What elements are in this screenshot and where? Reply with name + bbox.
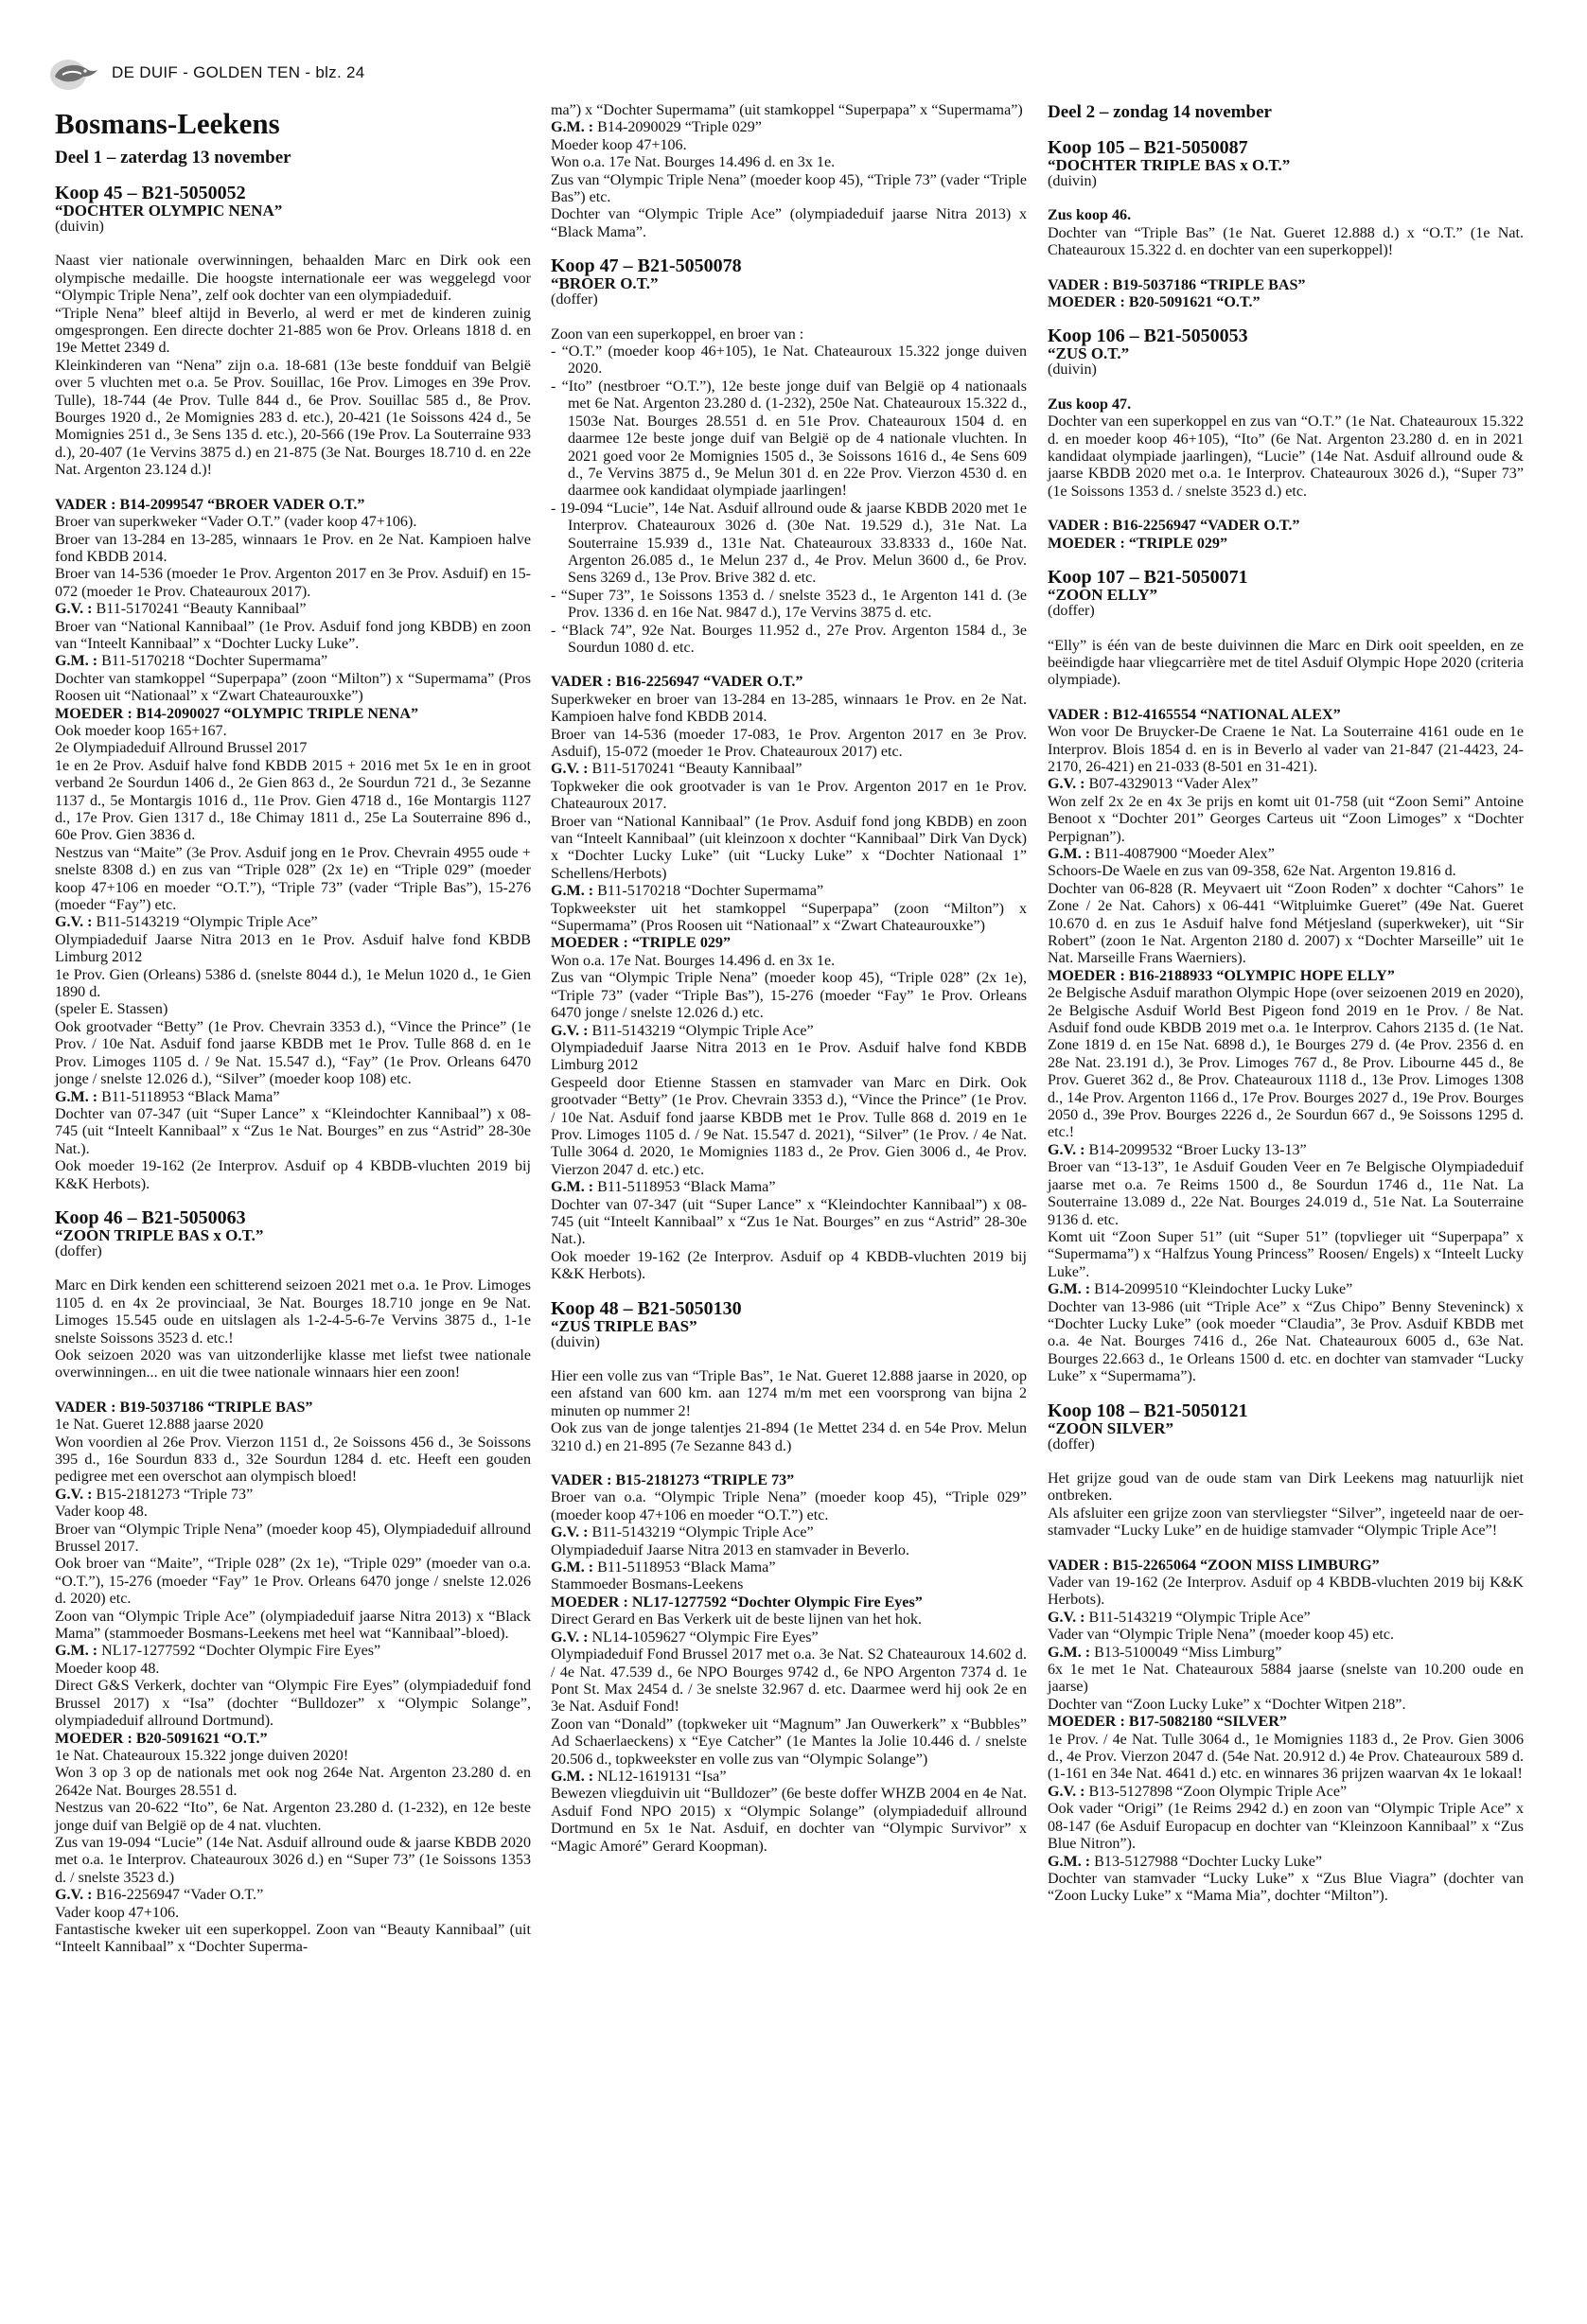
lot-sex: (duivin) xyxy=(551,1333,600,1350)
pedigree-line: Zus van “Olympic Triple Nena” (moeder koop 45), “Triple 028” (2x 1e), “Triple 73” (vader “Triple Bas”), 15-276 (moeder “Fay” 1e Prov. Orleans 6470 jonge / snelste 12.026 d.) etc. xyxy=(551,970,1027,1022)
pedigree-line: Olympiadeduif Jaarse Nitra 2013 en stamvader in Beverlo. xyxy=(551,1541,909,1558)
pedigree-line: 2e Olympiadeduif Allround Brussel 2017 xyxy=(55,740,308,757)
lot-paragraph: Naast vier nationale overwinningen, behaalden Marc en Dirk ook een olympische medaille. Die hoogste internationale eer was weggelegd voor “Olympic Triple Nena”, zelf ook dochter van een olympiadeduif. xyxy=(55,253,531,305)
gv-line: G.V. : B07-4329013 “Vader Alex” xyxy=(1048,776,1259,793)
lot-number: Koop 47 – B21-5050078 xyxy=(551,255,742,277)
lot-paragraph: Hier een volle zus van “Triple Bas”, 1e Nat. Gueret 12.888 jaarse in 2020, op een afstand van 600 km. aan 1274 m/m met een voorsprong van bijna 2 minuten op nummer 2! xyxy=(551,1368,1027,1419)
list-item: - “Black 74”, 92e Nat. Bourges 11.952 d., 27e Prov. Argenton 1584 d., 3e Sourdun 1080 d. etc. xyxy=(551,622,1027,656)
pedigree-line: Broer van “National Kannibaal” (1e Prov. Asduif fond jong KBDB) en zoon van “Inteelt Kannibaal” x “Dochter Lucky Luke”. xyxy=(55,618,531,652)
lot-number: Koop 48 – B21-5050130 xyxy=(551,1297,742,1319)
gm-line: G.M. : B13-5127988 “Dochter Lucky Luke” xyxy=(1048,1853,1323,1870)
lot-paragraph: Marc en Dirk kenden een schitterend seizoen 2021 met o.a. 1e Prov. Limoges 1105 d. en 4x 2e provinciaal, 3e Nat. Bourges 18.710 jonge en 9e Nat. Limoges 15.545 oude en uitslagen als 1-2-4-5-6-7e Vervins 3875 d., 1-1e snelste Soissons 3523 d. etc.! xyxy=(55,1277,531,1347)
pedigree-line: Ook moeder 19-162 (2e Interprov. Asduif op 4 KBDB-vluchten 2019 bij K&K Herbots). xyxy=(55,1158,531,1192)
list-item: - “Super 73”, 1e Soissons 1353 d. / snelste 3523 d., 1e Argenton 141 d. (3e Prov. 1336 d. en 16e Nat. 9847 d.), 17e Vervins 3875 d. etc. xyxy=(551,587,1027,622)
pedigree-line: Vader koop 47+106. xyxy=(55,1904,180,1921)
lot-sex: (doffer) xyxy=(1048,603,1095,620)
gv-line: G.V. : B11-5143219 “Olympic Triple Ace” xyxy=(551,1022,814,1039)
gm-line: G.M. : B11-5170218 “Dochter Supermama” xyxy=(55,653,328,670)
vader-heading: VADER : B19-5037186 “TRIPLE BAS” xyxy=(1048,276,1306,293)
lot-number: Koop 108 – B21-5050121 xyxy=(1048,1400,1248,1421)
lot-paragraph: Ook zus van de jonge talentjes 21-894 (1e Mettet 234 d. en 54e Prov. Melun 3210 d.) en 21-895 (7e Sezanne 843 d.) xyxy=(551,1420,1027,1454)
pedigree-line: Ook moeder koop 165+167. xyxy=(55,722,227,739)
vader-heading: VADER : B16-2256947 “VADER O.T.” xyxy=(551,674,803,691)
pedigree-line: ma”) x “Dochter Supermama” (uit stamkoppel “Superpapa” x “Supermama”) xyxy=(551,102,1023,118)
page-header xyxy=(49,57,365,89)
lot-sex: (doffer) xyxy=(1048,1435,1095,1452)
pedigree-line: Ook grootvader “Betty” (1e Prov. Chevrain 3353 d.), “Vince the Prince” (1e Prov. / 10e Nat. Asduif fond jaarse KBDB met 1e Prov. Tulle 868 d. en 1e Prov. Limoges 1105 d. / 9e Nat. 15.547 d.), “Fay” (1e Prov. Orleans 6470 jonge / snelste 12.026 d.), “Silver” (moeder koop 108) etc. xyxy=(55,1018,531,1088)
gv-line: G.V. : B11-5143219 “Olympic Triple Ace” xyxy=(551,1524,814,1541)
pedigree-line: Ook moeder 19-162 (2e Interprov. Asduif op 4 KBDB-vluchten 2019 bij K&K Herbots). xyxy=(551,1248,1027,1283)
gm-line: G.M. : B14-2090029 “Triple 029” xyxy=(551,119,762,136)
moeder-heading: MOEDER : “TRIPLE 029” xyxy=(1048,535,1228,552)
gm-line: G.M. : NL17-1277592 “Dochter Olympic Fire Eyes” xyxy=(55,1643,381,1660)
pedigree-line: 2e Belgische Asduif marathon Olympic Hope (over seizoenen 2019 en 2020), 2e Belgische Asduif World Best Pigeon fond 2019 en 1e Prov. / 8e Nat. Asduif fond oude KBDB 2019 met o.a. 1e Interprov. Cahors 2135 d. (1e Nat. Zone 1819 d. en 15e Nat. 6898 d.), 1e Bourges 279 d. (4e Prov. 2356 d. en 28e Nat. 23.191 d.), 3e Prov. Limoges 767 d., 8e Prov. Libourne 445 d., 8e Prov. Gueret 362 d., 8e Prov. Chateauroux 1118 d., 13e Prov. Limoges 1308 d., 14e Prov. Argenton 1166 d., 17e Prov. Bourges 2027 d., 19e Prov. Bourges 2050 d., 39e Prov. Bourges 2226 d., 2e Sourdun 667 d., 9e Soissons 1295 d. etc.! xyxy=(1048,985,1524,1141)
pedigree-line: 1e Nat. Chateauroux 15.322 jonge duiven 2020! xyxy=(55,1747,349,1764)
moeder-heading: MOEDER : B16-2188933 “OLYMPIC HOPE ELLY” xyxy=(1048,967,1395,984)
gm-line: G.M. : B11-5118953 “Black Mama” xyxy=(55,1088,280,1105)
pedigree-line: Dochter van 07-347 (uit “Super Lance” x “Kleindochter Kannibaal”) x 08-745 (uit “Inteelt Kannibaal” x “Zus 1e Nat. Bourges” en zus “Astrid” 28-30e Nat.). xyxy=(55,1105,531,1157)
gv-line: G.V. : B11-5143219 “Olympic Triple Ace” xyxy=(1048,1609,1311,1626)
gm-line: G.M. : B11-4087900 “Moeder Alex” xyxy=(1048,845,1275,862)
pedigree-line: Moeder koop 48. xyxy=(55,1660,160,1677)
pedigree-line: Gespeeld door Etienne Stassen en stamvader van Marc en Dirk. Ook grootvader “Betty” (1e Prov. Chevrain 3353 d.), “Vince the Prince” (1e Prov. / 10e Nat. Asduif fond jaarse KBDB met 1e Prov. Tulle 868 d. 2019 en 1e Prov. Limoges 1105 d. / 9e Nat. 15.547 d. 2021), “Silver” (1e Prov. / 4e Nat. Tulle 3064 d. 2020, 1e Momignies 1183 d., 2e Prov. Gien 3006 d., 4e Prov. Vierzon 2047 d. etc.) etc. xyxy=(551,1074,1027,1178)
pedigree-line: Vader van 19-162 (2e Interprov. Asduif op 4 KBDB-vluchten 2019 bij K&K Herbots). xyxy=(1048,1575,1524,1609)
lot-paragraph: Ook seizoen 2020 was van uitzonderlijke klasse met liefst twee nationale overwinningen... en uit die twee nationale winnaars hier een zoon! xyxy=(55,1347,531,1382)
vader-heading: VADER : B16-2256947 “VADER O.T.” xyxy=(1048,518,1300,535)
pedigree-line: Nestzus van 20-622 “Ito”, 6e Nat. Argenton 23.280 d. (1-232), en 12e beste jonge duif van België op de 4 nat. vluchten. xyxy=(55,1800,531,1834)
lot-sex: (duivin) xyxy=(1048,173,1097,189)
pedigree-line: Broer van 14-536 (moeder 17-083, 1e Prov. Argenton 2017 en 3e Prov. Asduif), 15-072 (moeder 1e Prov. Chateauroux 2017) etc. xyxy=(551,726,1027,760)
pedigree-line: 1e Prov. Gien (Orleans) 5386 d. (snelste 8044 d.), 1e Melun 1020 d., 1e Gien 1890 d. xyxy=(55,966,531,1001)
pedigree-line: Vader koop 48. xyxy=(55,1504,148,1521)
pedigree-line: Dochter van 06-828 (R. Meyvaert uit “Zoon Roden” x dochter “Cahors” 1e Zone / 2e Nat. Cahors) x 06-441 “Witpluimke Gueret” (49e Nat. Gueret 10.670 d. en zus 1e Asduif halve fond Métjesland (superkweker), uit “Sir Robert” (zoon 1e Nat. Argenton 2180 d. 2007) x “Dochter Marseille” uit 1e Nat. Marseille Frans Waerniers). xyxy=(1048,880,1524,967)
gm-line: G.M. : B11-5118953 “Black Mama” xyxy=(551,1179,776,1196)
vader-heading: VADER : B19-5037186 “TRIPLE BAS” xyxy=(55,1399,313,1416)
gv-line: G.V. : B11-5170241 “Beauty Kannibaal” xyxy=(55,601,307,618)
gv-line: G.V. : B15-2181273 “Triple 73” xyxy=(55,1486,254,1503)
lot-name: “DOCHTER OLYMPIC NENA” xyxy=(55,202,283,220)
gm-line: G.M. : B13-5100049 “Miss Limburg” xyxy=(1048,1644,1282,1661)
pedigree-line: 1e en 2e Prov. Asduif halve fond KBDB 2015 + 2016 met 5x 1e en in groot verband 2e Sourdun 1406 d., 2e Gien 863 d., 2e Sourdun 721 d., 3e Sezanne 1137 d., 5e Montargis 1016 d., 11e Prov. Gien 4718 d., 16e Montargis 1127 d., 17e Prov. Gien 1317 d., 18e Chimay 1811 d., 25e La Souterraine 896 d., 60e Prov. Gien 3836 d. xyxy=(55,757,531,844)
moeder-heading: MOEDER : B14-2090027 “OLYMPIC TRIPLE NENA” xyxy=(55,705,419,722)
moeder-heading: MOEDER : “TRIPLE 029” xyxy=(551,935,732,952)
moeder-heading: MOEDER : NL17-1277592 “Dochter Olympic Fire Eyes” xyxy=(551,1593,923,1611)
gv-line: G.V. : B16-2256947 “Vader O.T.” xyxy=(55,1887,264,1904)
list-item: - “O.T.” (moeder koop 46+105), 1e Nat. Chateauroux 15.322 jonge duiven 2020. xyxy=(551,343,1027,378)
pigeon-logo-icon xyxy=(49,54,98,92)
pedigree-line: Dochter van “Zoon Lucky Luke” x “Dochter Witpen 218”. xyxy=(1048,1696,1406,1713)
pedigree-line: Ook broer van “Maite”, “Triple 028” (2x 1e), “Triple 029” (moeder van o.a. “O.T.”), 15-276 (moeder “Fay” 1e Prov. Orleans 6470 jonge / snelste 12.026 d. 2020) etc. xyxy=(55,1556,531,1608)
pedigree-line: Broer van 13-284 en 13-285, winnaars 1e Prov. en 2e Nat. Kampioen halve fond KBDB 2014. xyxy=(55,531,531,565)
pedigree-line: Dochter van “Olympic Triple Ace” (olympiadeduif jaarse Nitra 2013) x “Black Mama”. xyxy=(551,206,1027,240)
pedigree-line: Schoors-De Waele en zus van 09-358, 62e Nat. Argenton 19.816 d. xyxy=(1048,863,1456,880)
pedigree-line: Stammoeder Bosmans-Leekens xyxy=(551,1576,744,1593)
pedigree-line: Broer van o.a. “Olympic Triple Nena” (moeder koop 45), “Triple 029” (moeder koop 47+106 en moeder “O.T.”) etc. xyxy=(551,1489,1027,1523)
pedigree-line: Won voor De Bruycker-De Craene 1e Nat. La Souterraine 4161 oude en 1e Interprov. Blois 1854 d. en is in Beverlo al vader van 21-847 (21-4423, 24-2170, 26-421) en 21-033 (8-501 en 31-421). xyxy=(1048,724,1524,775)
pedigree-line: Broer van “National Kannibaal” (1e Prov. Asduif fond jong KBDB) en zoon van “Inteelt Kannibaal” (uit kleinzoon x dochter “Kannibaal” Dirk Van Dyck) x “Dochter Lucky Luke” (uit “Lucky Luke” x “Dochter Nationaal 1” Schellens/Herbots) xyxy=(551,813,1027,882)
pedigree-line: Olympiadeduif Jaarse Nitra 2013 en 1e Prov. Asduif halve fond KBDB Limburg 2012 xyxy=(551,1039,1027,1074)
pedigree-line: 1e Prov. / 4e Nat. Tulle 3064 d., 1e Momignies 1183 d., 2e Prov. Gien 3006 d., 4e Prov. Vierzon 2047 d. (54e Nat. 20.912 d.) 4e Prov. Chateauroux 589 d. (1-161 en 34e Nat. 4641 d.) etc. en winnares 36 prijzen waarvan 4x 1e lokaal! xyxy=(1048,1731,1524,1783)
list-item: - “Ito” (nestbroer “O.T.”), 12e beste jonge duif van België op 4 nationaals met 6e Nat. Argenton 23.280 d. (1-232), 250e Nat. Chateauroux 15.322 d., 1503e Nat. Bourges 28.551 d. en 51e Prov. Chateauroux 1504 d. en daarmee 12e beste jonge duif van België op de 4 nationale vluchten. In 2021 goed voor 2e Momignies 1505 d., 3e Soissons 1616 d., 4e Sens 609 d., 7e Vervins 3875 d., 9e Melun 301 d. en 22e Prov. Vierzon 4530 d. en daarmee ook kandidaat olympiade jaarlingen! xyxy=(551,378,1027,500)
sibling-note: Zus koop 46. xyxy=(1048,207,1132,224)
lot-paragraph: Het grijze goud van de oude stam van Dirk Leekens mag natuurlijk niet ontbreken. xyxy=(1048,1470,1524,1505)
lot-paragraph: Kleinkinderen van “Nena” zijn o.a. 18-681 (13e beste fondduif van België over 5 vluchten met o.a. 5e Prov. Souillac, 16e Prov. Limoges en 39e Prov. Tulle), 18-744 (4e Prov. Tulle 844 d., 6e Prov. Souillac 585 d., 8e Prov. Bourges 1920 d., 2e Momignies 283 d. etc.), 20-421 (1e Soissons 424 d., 5e Momignies 251 d., 3e Sens 135 d. etc.), 20-566 (19e Prov. La Souterraine 933 d.), 20-407 (1e Vervins 3875 d.) en 21-875 (3e Nat. Bourges 18.710 d. en 22e Nat. Argenton 23.124 d.)! xyxy=(55,357,531,479)
lot-name: “BROER O.T.” xyxy=(551,274,659,293)
pedigree-line: Zus van “Olympic Triple Nena” (moeder koop 45), “Triple 73” (vader “Triple Bas”) etc. xyxy=(551,171,1027,206)
pedigree-line: Ook vader “Origi” (1e Reims 2942 d.) en zoon van “Olympic Triple Ace” x 08-147 (6e Asduif Europacup en dochter van “Kleinzoon Kannibaal” x “Zus Blue Nitron”). xyxy=(1048,1801,1524,1853)
pedigree-line: Dochter van 13-986 (uit “Triple Ace” x “Zus Chipo” Benny Steveninck) x “Dochter Lucky Luke” (ook moeder “Claudia”, 3e Prov. Asduif KBDB met o.a. 4e Nat. Bourges 7416 d., 26e Nat. Chateauroux 6005 d., 63e Nat. Bourges 22.663 d., 1e Orleans 1500 d. etc. en dochter van stamvader “Lucky Luke” x “Supermama”). xyxy=(1048,1298,1524,1385)
pedigree-line: Vader van “Olympic Triple Nena” (moeder koop 45) etc. xyxy=(1048,1627,1395,1644)
lot-name: “DOCHTER TRIPLE BAS x O.T.” xyxy=(1048,156,1291,174)
gv-line: G.V. : B11-5170241 “Beauty Kannibaal” xyxy=(551,761,802,778)
pedigree-line: Superkweker en broer van 13-284 en 13-285, winnaars 1e Prov. en 2e Nat. Kampioen halve fond KBDB 2014. xyxy=(551,691,1027,726)
pedigree-line: Komt uit “Zoon Super 51” (uit “Super 51” (topvlieger uit “Superpapa” x “Supermama”) x “Halfzus Young Princess” Roosen/ Engels) x “Inteelt Lucky Luke”. xyxy=(1048,1228,1524,1280)
lot-number: Koop 46 – B21-5050063 xyxy=(55,1206,246,1228)
pedigree-line: Broer van superkweker “Vader O.T.” (vader koop 47+106). xyxy=(55,514,417,531)
page-header-text: DE DUIF - GOLDEN TEN - blz. 24 xyxy=(112,63,365,81)
pedigree-line: Dochter van 07-347 (uit “Super Lance” x “Kleindochter Kannibaal”) x 08-745 (uit “Inteelt Kannibaal” x “Zus 1e Nat. Bourges” en zus “Astrid” 28-30e Nat.). xyxy=(551,1196,1027,1248)
lot-paragraph: “Elly” is één van de beste duivinnen die Marc en Dirk ooit speelden, en ze beëindigde haar vliegcarrière met de titel Asduif Olympic Hope 2020 (criteria olympiade). xyxy=(1048,637,1524,689)
pedigree-line: Direct Gerard en Bas Verkerk uit de beste lijnen van het hok. xyxy=(551,1611,923,1629)
lot-name: “ZOON TRIPLE BAS x O.T.” xyxy=(55,1225,264,1244)
pedigree-line: Won o.a. 17e Nat. Bourges 14.496 d. en 3x 1e. xyxy=(551,952,836,969)
lot-sex: (duivin) xyxy=(1048,361,1097,379)
gv-line: G.V. : NL14-1059627 “Olympic Fire Eyes” xyxy=(551,1629,819,1646)
vader-heading: VADER : B15-2181273 “TRIPLE 73” xyxy=(551,1472,795,1489)
vader-heading: VADER : B14-2099547 “BROER VADER O.T.” xyxy=(55,496,365,513)
pedigree-line: Olympiadeduif Jaarse Nitra 2013 en 1e Prov. Asduif halve fond KBDB Limburg 2012 xyxy=(55,931,531,966)
pedigree-line: 1e Nat. Gueret 12.888 jaarse 2020 xyxy=(55,1417,264,1434)
pedigree-line: Nestzus van “Maite” (3e Prov. Asduif jong en 1e Prov. Chevrain 4955 oude + snelste 8308 d.) en zus van “Triple 028” (2x 1e) en “Triple 029” (moeder koop 47+106 en moeder “O.T.”), “Triple 73” (vader “Triple Bas”), 15-276 (moeder “Fay”) etc. xyxy=(55,844,531,914)
gm-line: G.M. : NL12-1619131 “Isa” xyxy=(551,1768,727,1785)
gv-line: G.V. : B11-5143219 “Olympic Triple Ace” xyxy=(55,914,318,931)
pedigree-line: Bewezen vliegduivin uit “Bulldozer” (6e beste doffer WHZB 2004 en 4e Nat. Asduif Fond NPO 2015) x “Olympic Solange” (olympiadeduif allround Dortmund en 5x 1e Nat. Asduif, en dochter van “Olympic Survivor” x “Magic Amoré” Gerard Koopman). xyxy=(551,1786,1027,1855)
column-2 xyxy=(551,102,1027,1856)
pedigree-line: Zoon van “Donald” (topkweker uit “Magnum” Jan Ouwerkerk” x “Bubbles” Ad Schaerlaeckens) x “Eye Catcher” (1e Mantes la Jolie 10.446 d. / snelste 20.506 d., topkweekster en volle zus van “Olympic Solange”) xyxy=(551,1716,1027,1768)
pedigree-line: Zoon van “Olympic Triple Ace” (olympiadeduif jaarse Nitra 2013) x “Black Mama” (stammoeder Bosmans-Leekens met heel wat “Kannibaal”-bloed). xyxy=(55,1608,531,1643)
moeder-heading: MOEDER : B20-5091621 “O.T.” xyxy=(1048,294,1261,311)
gm-line: G.M. : B11-5170218 “Dochter Supermama” xyxy=(551,883,824,900)
pedigree-line: Dochter van stamvader “Lucky Luke” x “Zus Blue Viagra” (dochter van “Zoon Lucky Luke” x “Mama Mia”, dochter “Milton”). xyxy=(1048,1870,1524,1905)
lot-sex: (doffer) xyxy=(551,291,598,308)
lot-paragraph: Zoon van een superkoppel, en broer van : xyxy=(551,326,804,343)
lot-name: “ZOON ELLY” xyxy=(1048,586,1158,605)
list-item: - 19-094 “Lucie”, 14e Nat. Asduif allround oude & jaarse KBDB 2020 met 1e Interprov. Chateauroux 3026 d. (30e Nat. 19.529 d.), 31e Nat. La Souterraine 15.939 d., 131e Nat. Chateauroux 33.8333 d., 160e Nat. Argenton 26.085 d., 1e Melun 237 d., 4e Prov. Melun 3600 d., 6e Prov. Sens 3269 d., 13e Prov. Brive 382 d. etc. xyxy=(551,500,1027,587)
column-3 xyxy=(1048,102,1524,1906)
pedigree-line: Zus van 19-094 “Lucie” (14e Nat. Asduif allround oude & jaarse KBDB 2020 met o.a. 1e Interprov. Chateauroux 3026 d.) en “Super 73” (1e Soissons 1353 d. / snelste 3523 d.) xyxy=(55,1834,531,1886)
lot-sex: (doffer) xyxy=(55,1242,102,1259)
lot-number: Koop 45 – B21-5050052 xyxy=(55,183,246,203)
lot-name: “ZUS TRIPLE BAS” xyxy=(551,1316,697,1335)
pedigree-line: Topkweker die ook grootvader is van 1e Prov. Argenton 2017 en 1e Prov. Chateauroux 2017. xyxy=(551,778,1027,813)
moeder-heading: MOEDER : B20-5091621 “O.T.” xyxy=(55,1730,268,1747)
lot-paragraph: “Triple Nena” bleef altijd in Beverlo, al werd er met de kinderen zuinig omgesprongen. Een directe dochter 21-885 won 6e Prov. Orleans 1818 d. en 19e Mettet 2349 d. xyxy=(55,305,531,357)
gv-line: G.V. : B14-2099532 “Broer Lucky 13-13” xyxy=(1048,1141,1307,1158)
lot-paragraph: Dochter van “Triple Bas” (1e Nat. Gueret 12.888 d.) x “O.T.” (1e Nat. Chateauroux 15.322 d. en dochter van een superkoppel)! xyxy=(1048,224,1524,259)
lot-name: “ZUS O.T.” xyxy=(1048,344,1130,363)
pedigree-line: Direct G&S Verkerk, dochter van “Olympic Fire Eyes” (olympiadeduif fond Brussel 2017) x “Isa” (dochter “Bulldozer” x “Olympic Solange”, olympiadeduif allround Dortmund). xyxy=(55,1678,531,1730)
gm-line: G.M. : B14-2099510 “Kleindochter Lucky Luke” xyxy=(1048,1281,1353,1298)
lot-number: Koop 106 – B21-5050053 xyxy=(1048,326,1248,347)
pedigree-line: Topkweekster uit het stamkoppel “Superpapa” (zoon “Milton”) x “Supermama” (Pros Roosen uit “Nationaal” x “Zwart Chateaurouxke”) xyxy=(551,900,1027,935)
lot-name: “ZOON SILVER” xyxy=(1048,1418,1174,1437)
pedigree-line: Moeder koop 47+106. xyxy=(551,136,687,153)
pedigree-line: Broer van 14-536 (moeder 1e Prov. Argenton 2017 en 3e Prov. Asduif) en 15-072 (moeder 1e Prov. Chateauroux 2017). xyxy=(55,566,531,600)
lot-paragraph: Dochter van een superkoppel en zus van “O.T.” (1e Nat. Chateauroux 15.322 d. en moeder koop 46+105), “Ito” (6e Nat. Argenton 23.280 d. en in 2021 kandidaat olympiade jaarlingen), “Lucie” (14e Nat. Asduif allround oude & jaarse KBDB 2020 met o.a. 1e Interprov. Chateauroux 3026 d.), “Super 73” (1e Soissons 1353 d. / snelste 3523 d.) etc. xyxy=(1048,414,1524,500)
vader-heading: VADER : B12-4165554 “NATIONAL ALEX” xyxy=(1048,706,1341,723)
pedigree-line: Won o.a. 17e Nat. Bourges 14.496 d. en 3x 1e. xyxy=(551,154,836,171)
lot-paragraph: Als afsluiter een grijze zoon van stervliegster “Silver”, ingeteeld naar de oer-stamvader “Lucky Luke” en de huidige stamvader “Olympic Triple Ace”! xyxy=(1048,1505,1524,1540)
column-1 xyxy=(55,102,531,1957)
gv-line: G.V. : B13-5127898 “Zoon Olympic Triple Ace” xyxy=(1048,1783,1348,1800)
pedigree-line: Won 3 op 3 op de nationals met ook nog 264e Nat. Argenton 23.280 d. en 2642e Nat. Bourges 28.551 d. xyxy=(55,1765,531,1799)
pedigree-line: Won voordien al 26e Prov. Vierzon 1151 d., 2e Soissons 456 d., 3e Soissons 395 d., 16e Sourdun 833 d., 32e Sourdun 1284 d. etc. Heeft een gouden pedigree met een overschot aan olympisch bloed! xyxy=(55,1434,531,1486)
pedigree-line: Broer van “Olympic Triple Nena” (moeder koop 45), Olympiadeduif allround Brussel 2017. xyxy=(55,1521,531,1556)
sibling-note: Zus koop 47. xyxy=(1048,396,1132,413)
pedigree-line: Dochter van stamkoppel “Superpapa” (zoon “Milton”) x “Supermama” (Pros Roosen uit “Nationaal” x “Zwart Chateaurouxke”) xyxy=(55,670,531,705)
pedigree-line: Won zelf 2x 2e en 4x 3e prijs en komt uit 01-758 (uit “Zoon Semi” Antoine Benoot x “Dochter 201” Georges Carteus uit “Zoon Limoges” x “Dochter Perpignan”). xyxy=(1048,793,1524,845)
article-title: Bosmans-Leekens xyxy=(55,107,280,140)
pedigree-line: Fantastische kweker uit een superkoppel. Zoon van “Beauty Kannibaal” (uit “Inteelt Kannibaal” x “Dochter Superma- xyxy=(55,1921,531,1956)
pedigree-line: 6x 1e met 1e Nat. Chateauroux 5884 jaarse (snelste van 10.200 oude en jaarse) xyxy=(1048,1662,1524,1696)
lot-sex: (duivin) xyxy=(55,219,104,235)
lot-number: Koop 107 – B21-5050071 xyxy=(1048,567,1248,589)
pedigree-line: Broer van “13-13”, 1e Asduif Gouden Veer en 7e Belgische Olympiadeduif jaarse met o.a. 7e Reims 1500 d., 8e Sourdun 1746 d., 11e Nat. La Souterraine 13.089 d., 22e Nat. Bourges 24.019 d., 51e Nat. La Souterraine 9136 d. etc. xyxy=(1048,1159,1524,1228)
vader-heading: VADER : B15-2265064 “ZOON MISS LIMBURG” xyxy=(1048,1557,1380,1574)
section-heading-deel2: Deel 2 – zondag 14 november xyxy=(1048,102,1272,122)
gm-line: G.M. : B11-5118953 “Black Mama” xyxy=(551,1559,776,1576)
moeder-heading: MOEDER : B17-5082180 “SILVER” xyxy=(1048,1714,1287,1731)
section-heading-deel1: Deel 1 – zaterdag 13 november xyxy=(55,148,291,167)
pedigree-line: Olympiadeduif Fond Brussel 2017 met o.a. 3e Nat. S2 Chateauroux 14.602 d. / 4e Nat. 47.539 d., 6e NPO Bourges 9742 d., 6e NPO Argenton 7374 d. 1e Pont St. Max 2454 d. / 3e snelste 32.967 d. etc. Daarmee werd hij ook 2e en 3e Nat. Asduif Fond! xyxy=(551,1646,1027,1716)
lot-number: Koop 105 – B21-5050087 xyxy=(1048,137,1248,158)
pedigree-line: (speler E. Stassen) xyxy=(55,1001,168,1018)
